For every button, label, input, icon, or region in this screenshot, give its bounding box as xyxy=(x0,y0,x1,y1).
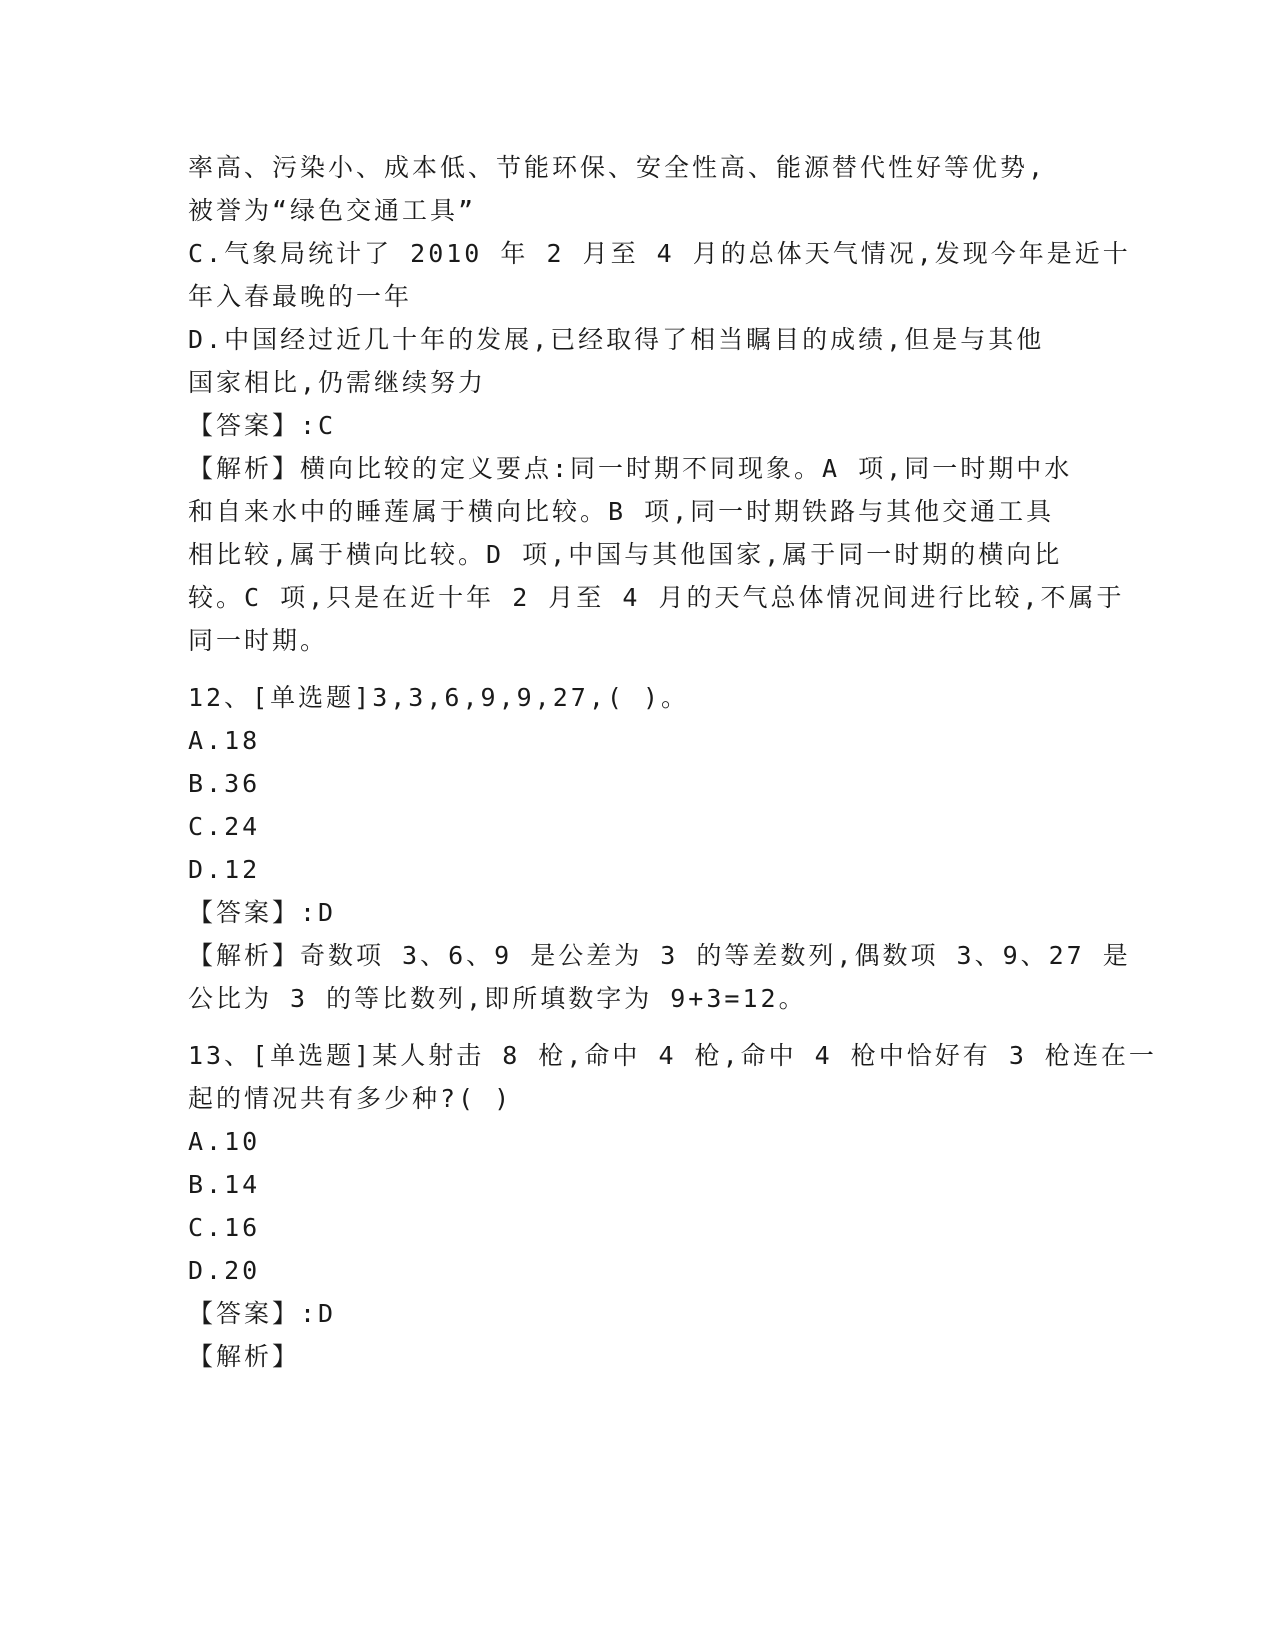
option-b-continuation-line: 被誉为“绿色交通工具” xyxy=(188,196,477,225)
option-c-continuation: 年入春最晚的一年 xyxy=(188,282,413,311)
analysis-line: 相比较,属于横向比较。D 项,中国与其他国家,属于同一时期的横向比 xyxy=(188,540,1063,569)
question-gap xyxy=(188,662,1088,676)
option-c: C.16 xyxy=(188,1213,261,1242)
option-d: D.12 xyxy=(188,855,261,884)
analysis-line: 【解析】横向比较的定义要点:同一时期不同现象。A 项,同一时期中水 xyxy=(188,454,1073,483)
analysis-line: 公比为 3 的等比数列,即所填数字为 9+3=12。 xyxy=(188,984,807,1013)
document-body xyxy=(188,146,1157,1378)
question-13 xyxy=(188,1034,1157,1378)
question-stem: 13、[单选题]某人射击 8 枪,命中 4 枪,命中 4 枪中恰好有 3 枪连在一 xyxy=(188,1041,1157,1070)
option-b: B.36 xyxy=(188,769,261,798)
question-stem: 12、[单选题]3,3,6,9,9,27,( )。 xyxy=(188,683,690,712)
answer-line: 【答案】:D xyxy=(188,898,337,927)
option-d: D.20 xyxy=(188,1256,261,1285)
option-d: D.中国经过近几十年的发展,已经取得了相当瞩目的成绩,但是与其他 xyxy=(188,325,1045,354)
analysis-line: 和自来水中的睡莲属于横向比较。B 项,同一时期铁路与其他交通工具 xyxy=(188,497,1055,526)
option-d-continuation: 国家相比,仍需继续努力 xyxy=(188,368,487,397)
option-a: A.18 xyxy=(188,726,261,755)
option-b: B.14 xyxy=(188,1170,261,1199)
question-gap xyxy=(188,1020,1088,1034)
answer-line: 【答案】:C xyxy=(188,411,337,440)
question-12 xyxy=(188,676,1131,1020)
analysis-line: 同一时期。 xyxy=(188,626,329,655)
question-stem-continuation: 起的情况共有多少种?( ) xyxy=(188,1084,513,1113)
analysis-line: 【解析】奇数项 3、6、9 是公差为 3 的等差数列,偶数项 3、9、27 是 xyxy=(188,941,1131,970)
option-c: C.24 xyxy=(188,812,261,841)
analysis-line: 较。C 项,只是在近十年 2 月至 4 月的天气总体情况间进行比较,不属于 xyxy=(188,583,1125,612)
question-11-continuation xyxy=(188,146,1131,662)
answer-line: 【答案】:D xyxy=(188,1299,337,1328)
analysis-line: 【解析】 xyxy=(188,1342,301,1371)
option-b-continuation-line: 率高、污染小、成本低、节能环保、安全性高、能源替代性好等优势, xyxy=(188,153,1047,182)
option-c: C.气象局统计了 2010 年 2 月至 4 月的总体天气情况,发现今年是近十 xyxy=(188,239,1131,268)
option-a: A.10 xyxy=(188,1127,261,1156)
